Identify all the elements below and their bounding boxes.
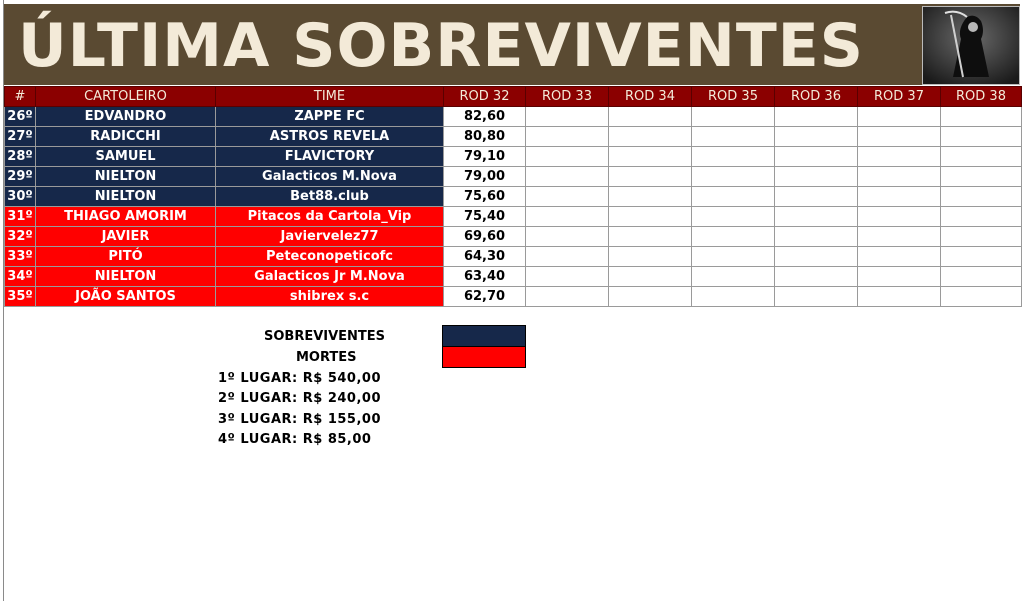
table-row — [5, 287, 1022, 307]
row-rod36 — [775, 127, 858, 147]
row-position: 30º — [5, 187, 36, 207]
row-rod32: 82,60 — [444, 107, 526, 127]
row-rod32: 62,70 — [444, 287, 526, 307]
row-rod33 — [526, 127, 609, 147]
row-rod35 — [692, 127, 775, 147]
row-rod36 — [775, 167, 858, 187]
table-row — [5, 247, 1022, 267]
row-rod36 — [775, 147, 858, 167]
row-rod37 — [858, 187, 941, 207]
row-time: ASTROS REVELA — [216, 127, 444, 147]
grim-reaper-image — [922, 6, 1020, 85]
row-time: Galacticos M.Nova — [216, 167, 444, 187]
column-header-2: TIME — [216, 87, 444, 107]
row-rod32: 64,30 — [444, 247, 526, 267]
row-rod34 — [609, 167, 692, 187]
row-rod38 — [941, 167, 1022, 187]
row-time: shibrex s.c — [216, 287, 444, 307]
row-rod38 — [941, 107, 1022, 127]
row-rod35 — [692, 187, 775, 207]
row-rod36 — [775, 107, 858, 127]
row-rod37 — [858, 207, 941, 227]
legend-sobreviventes-swatch — [442, 325, 526, 347]
row-time: Javiervelez77 — [216, 227, 444, 247]
table-row — [5, 107, 1022, 127]
row-rod35 — [692, 247, 775, 267]
row-position: 33º — [5, 247, 36, 267]
row-rod35 — [692, 227, 775, 247]
row-rod35 — [692, 207, 775, 227]
row-time: FLAVICTORY — [216, 147, 444, 167]
row-rod33 — [526, 167, 609, 187]
row-rod35 — [692, 167, 775, 187]
grim-reaper-icon — [923, 7, 1019, 84]
row-rod34 — [609, 207, 692, 227]
prize-1st: 1º LUGAR: R$ 540,00 — [218, 371, 381, 386]
row-rod35 — [692, 147, 775, 167]
table-row — [5, 227, 1022, 247]
row-rod36 — [775, 287, 858, 307]
row-rod38 — [941, 127, 1022, 147]
row-rod36 — [775, 247, 858, 267]
row-time: Galacticos Jr M.Nova — [216, 267, 444, 287]
table-row — [5, 207, 1022, 227]
row-rod33 — [526, 187, 609, 207]
row-position: 35º — [5, 287, 36, 307]
row-rod34 — [609, 287, 692, 307]
row-rod34 — [609, 247, 692, 267]
row-rod38 — [941, 187, 1022, 207]
column-header-9: ROD 38 — [941, 87, 1022, 107]
row-rod32: 75,60 — [444, 187, 526, 207]
row-cartoleiro: NIELTON — [36, 187, 216, 207]
table-row — [5, 147, 1022, 167]
row-rod38 — [941, 227, 1022, 247]
row-position: 26º — [5, 107, 36, 127]
row-cartoleiro: JAVIER — [36, 227, 216, 247]
table-row — [5, 167, 1022, 187]
prize-2nd: 2º LUGAR: R$ 240,00 — [218, 391, 381, 406]
row-rod36 — [775, 267, 858, 287]
row-rod36 — [775, 227, 858, 247]
ranking-table — [4, 86, 1022, 307]
row-rod37 — [858, 147, 941, 167]
column-header-4: ROD 33 — [526, 87, 609, 107]
column-header-3: ROD 32 — [444, 87, 526, 107]
row-rod32: 79,10 — [444, 147, 526, 167]
row-rod34 — [609, 127, 692, 147]
row-rod37 — [858, 227, 941, 247]
table-row — [5, 127, 1022, 147]
row-rod35 — [692, 267, 775, 287]
row-rod33 — [526, 147, 609, 167]
row-rod33 — [526, 287, 609, 307]
row-rod34 — [609, 227, 692, 247]
row-rod37 — [858, 107, 941, 127]
legend-sobreviventes-label: SOBREVIVENTES — [264, 329, 386, 344]
row-rod35 — [692, 287, 775, 307]
row-rod38 — [941, 267, 1022, 287]
table-row — [5, 267, 1022, 287]
row-rod37 — [858, 247, 941, 267]
row-rod33 — [526, 227, 609, 247]
row-rod34 — [609, 187, 692, 207]
row-rod32: 79,00 — [444, 167, 526, 187]
title-banner — [4, 4, 1020, 85]
row-rod38 — [941, 247, 1022, 267]
column-header-5: ROD 34 — [609, 87, 692, 107]
table-row — [5, 187, 1022, 207]
row-position: 27º — [5, 127, 36, 147]
row-rod33 — [526, 267, 609, 287]
column-header-0: # — [5, 87, 36, 107]
row-cartoleiro: EDVANDRO — [36, 107, 216, 127]
row-time: ZAPPE FC — [216, 107, 444, 127]
row-rod37 — [858, 167, 941, 187]
row-position: 34º — [5, 267, 36, 287]
row-rod34 — [609, 107, 692, 127]
row-cartoleiro: NIELTON — [36, 267, 216, 287]
page-title: ÚLTIMA SOBREVIVENTES — [18, 11, 864, 81]
row-position: 32º — [5, 227, 36, 247]
row-cartoleiro: NIELTON — [36, 167, 216, 187]
row-rod33 — [526, 247, 609, 267]
row-rod32: 63,40 — [444, 267, 526, 287]
row-cartoleiro: THIAGO AMORIM — [36, 207, 216, 227]
row-rod32: 80,80 — [444, 127, 526, 147]
legend-mortes-swatch — [442, 346, 526, 368]
row-rod36 — [775, 187, 858, 207]
prize-4th: 4º LUGAR: R$ 85,00 — [218, 432, 372, 447]
column-header-6: ROD 35 — [692, 87, 775, 107]
row-time: Pitacos da Cartola_Vip — [216, 207, 444, 227]
row-rod35 — [692, 107, 775, 127]
row-rod37 — [858, 287, 941, 307]
row-rod34 — [609, 267, 692, 287]
row-position: 31º — [5, 207, 36, 227]
row-rod38 — [941, 147, 1022, 167]
row-position: 29º — [5, 167, 36, 187]
column-header-1: CARTOLEIRO — [36, 87, 216, 107]
row-rod37 — [858, 127, 941, 147]
row-time: Bet88.club — [216, 187, 444, 207]
row-rod37 — [858, 267, 941, 287]
legend-mortes-label: MORTES — [296, 350, 357, 365]
row-rod36 — [775, 207, 858, 227]
row-cartoleiro: SAMUEL — [36, 147, 216, 167]
row-rod32: 75,40 — [444, 207, 526, 227]
column-header-8: ROD 37 — [858, 87, 941, 107]
row-time: Peteconopeticofc — [216, 247, 444, 267]
row-rod38 — [941, 287, 1022, 307]
row-cartoleiro: JOÃO SANTOS — [36, 287, 216, 307]
row-rod33 — [526, 107, 609, 127]
row-cartoleiro: RADICCHI — [36, 127, 216, 147]
row-rod38 — [941, 207, 1022, 227]
row-rod34 — [609, 147, 692, 167]
row-position: 28º — [5, 147, 36, 167]
table-header-row — [5, 87, 1022, 107]
column-header-7: ROD 36 — [775, 87, 858, 107]
row-rod32: 69,60 — [444, 227, 526, 247]
prize-3rd: 3º LUGAR: R$ 155,00 — [218, 412, 381, 427]
row-cartoleiro: PITÓ — [36, 247, 216, 267]
row-rod33 — [526, 207, 609, 227]
